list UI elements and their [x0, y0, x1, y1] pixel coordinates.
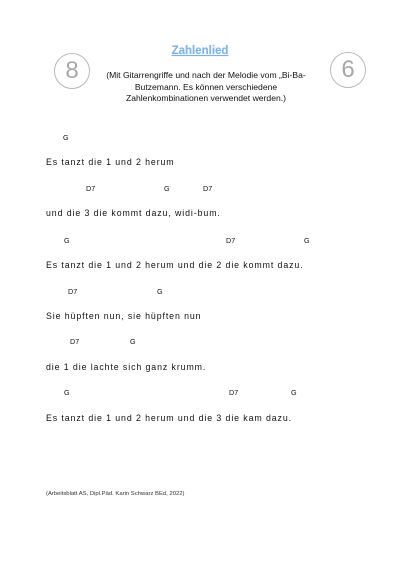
chord: D7	[68, 287, 78, 296]
footer-credit: (Arbeitsblatt AS, Dipl.Päd. Karin Schwarz BEd, 2022)	[46, 491, 185, 497]
page-title: Zahlenlied	[171, 45, 229, 57]
page-subtitle: (Mit Gitarrengriffe und nach der Melodie vom „Bi-Ba-Butzemann. Es können verschiedene Zahlenkombinationen verwendet werden.)	[106, 70, 306, 103]
number-circle-left: 8	[54, 53, 90, 89]
chord: G	[64, 388, 70, 397]
chord: G	[157, 287, 163, 296]
lyric-line: Sie hüpften nun, sie hüpften nun	[46, 311, 202, 321]
lyric-line: und die 3 die kommt dazu, widi-bum.	[46, 208, 221, 218]
chord: G	[291, 388, 297, 397]
chord: G	[304, 236, 310, 245]
chord: D7	[70, 337, 80, 346]
lyric-line: Es tanzt die 1 und 2 herum und die 2 die kommt dazu.	[46, 260, 304, 270]
chord: G	[64, 236, 70, 245]
chord: G	[63, 133, 69, 142]
lyric-line: die 1 die lachte sich ganz krumm.	[46, 362, 207, 372]
lyric-line: Es tanzt die 1 und 2 herum und die 3 die kam dazu.	[46, 413, 292, 423]
chord: G	[164, 184, 170, 193]
chord: D7	[86, 184, 96, 193]
chord: D7	[226, 236, 236, 245]
number-circle-right: 6	[330, 52, 366, 88]
chord: D7	[203, 184, 213, 193]
chord: G	[130, 337, 136, 346]
lyric-line: Es tanzt die 1 und 2 herum	[46, 157, 175, 167]
chord: D7	[229, 388, 239, 397]
